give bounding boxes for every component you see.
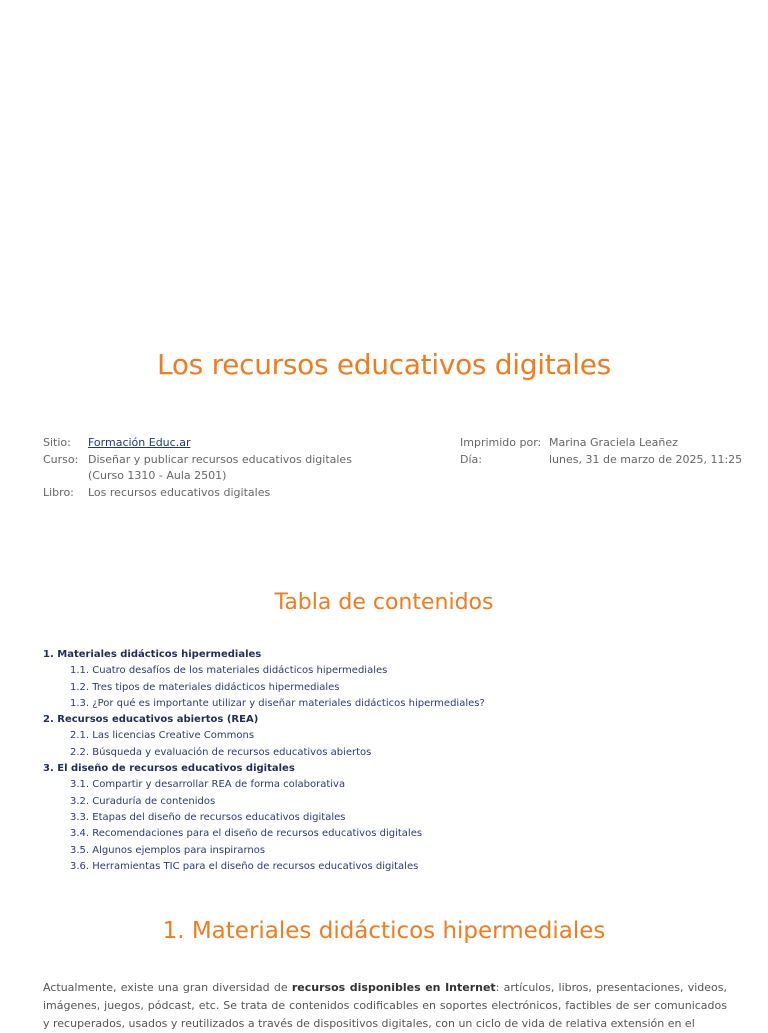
book-value: Los recursos educativos digitales	[88, 486, 271, 499]
toc-chapter-item[interactable]: 3. El diseño de recursos educativos digitales	[43, 763, 295, 775]
table-of-contents	[43, 647, 743, 875]
day-label: Día:	[460, 453, 482, 466]
document-metadata-left	[43, 435, 383, 502]
meta-row-day	[460, 452, 760, 468]
toc-subsection-item[interactable]: 1.3. ¿Por qué es importante utilizar y diseñar materiales didácticos hipermediales?	[70, 697, 485, 709]
toc-chapter-item[interactable]: 1. Materiales didácticos hipermediales	[43, 649, 262, 660]
meta-row-course	[43, 452, 383, 484]
paragraph-text-rest: : artículos, libros, presentaciones, videos, imágenes, juegos, pódcast, etc. Se trata de contenidos codificables en soportes electrónicos, factibles de ser comunicados y recuperados, usados y reutilizados a través de dispositivos digitales, con un ciclo de vida de relativa extensión en el	[43, 981, 727, 1030]
meta-row-printed-by	[460, 435, 760, 451]
toc-chapter-item[interactable]: 2. Recursos educativos abiertos (REA)	[43, 714, 259, 726]
site-link[interactable]: Formación Educ.ar	[88, 436, 191, 449]
toc-subsection-item[interactable]: 2.2. Búsqueda y evaluación de recursos educativos abiertos	[70, 746, 372, 758]
document-title: Los recursos educativos digitales	[157, 348, 611, 381]
toc-subsection-item[interactable]: 3.5. Algunos ejemplos para inspirarnos	[70, 844, 266, 856]
printed-by-value: Marina Graciela Leañez	[549, 436, 678, 449]
toc-subsection-item[interactable]: 3.4. Recomendaciones para el diseño de recursos educativos digitales	[70, 828, 423, 840]
meta-row-book	[43, 485, 383, 501]
chapter-paragraph	[43, 979, 727, 1033]
toc-subsection-item[interactable]: 3.2. Curaduría de contenidos	[70, 795, 216, 807]
toc-subsection-item[interactable]: 1.1. Cuatro desafíos de los materiales didácticos hipermediales	[70, 665, 388, 677]
printed-by-label: Imprimido por:	[460, 436, 542, 449]
site-label: Sitio:	[43, 436, 71, 449]
toc-subsection-item[interactable]: 3.1. Compartir y desarrollar REA de forma colaborativa	[70, 779, 346, 791]
document-metadata-right	[460, 435, 760, 469]
meta-row-site	[43, 435, 383, 451]
paragraph-text-bold: recursos disponibles en Internet	[291, 981, 496, 994]
toc-subsection-item[interactable]: 1.2. Tres tipos de materiales didácticos hipermediales	[70, 681, 340, 693]
day-value: lunes, 31 de marzo de 2025, 11:25	[549, 453, 743, 466]
toc-heading: Tabla de contenidos	[274, 590, 494, 615]
book-label: Libro:	[43, 486, 74, 499]
chapter-heading: 1. Materiales didácticos hipermediales	[162, 918, 606, 944]
toc-subsection-item[interactable]: 2.1. Las licencias Creative Commons	[70, 730, 255, 742]
course-label: Curso:	[43, 453, 79, 466]
course-value: Diseñar y publicar recursos educativos digitales (Curso 1310 - Aula 2501)	[88, 453, 352, 482]
paragraph-text-start: Actualmente, existe una gran diversidad de	[43, 981, 292, 994]
toc-subsection-item[interactable]: 3.3. Etapas del diseño de recursos educativos digitales	[70, 811, 346, 823]
toc-subsection-item[interactable]: 3.6. Herramientas TIC para el diseño de recursos educativos digitales	[70, 860, 419, 872]
